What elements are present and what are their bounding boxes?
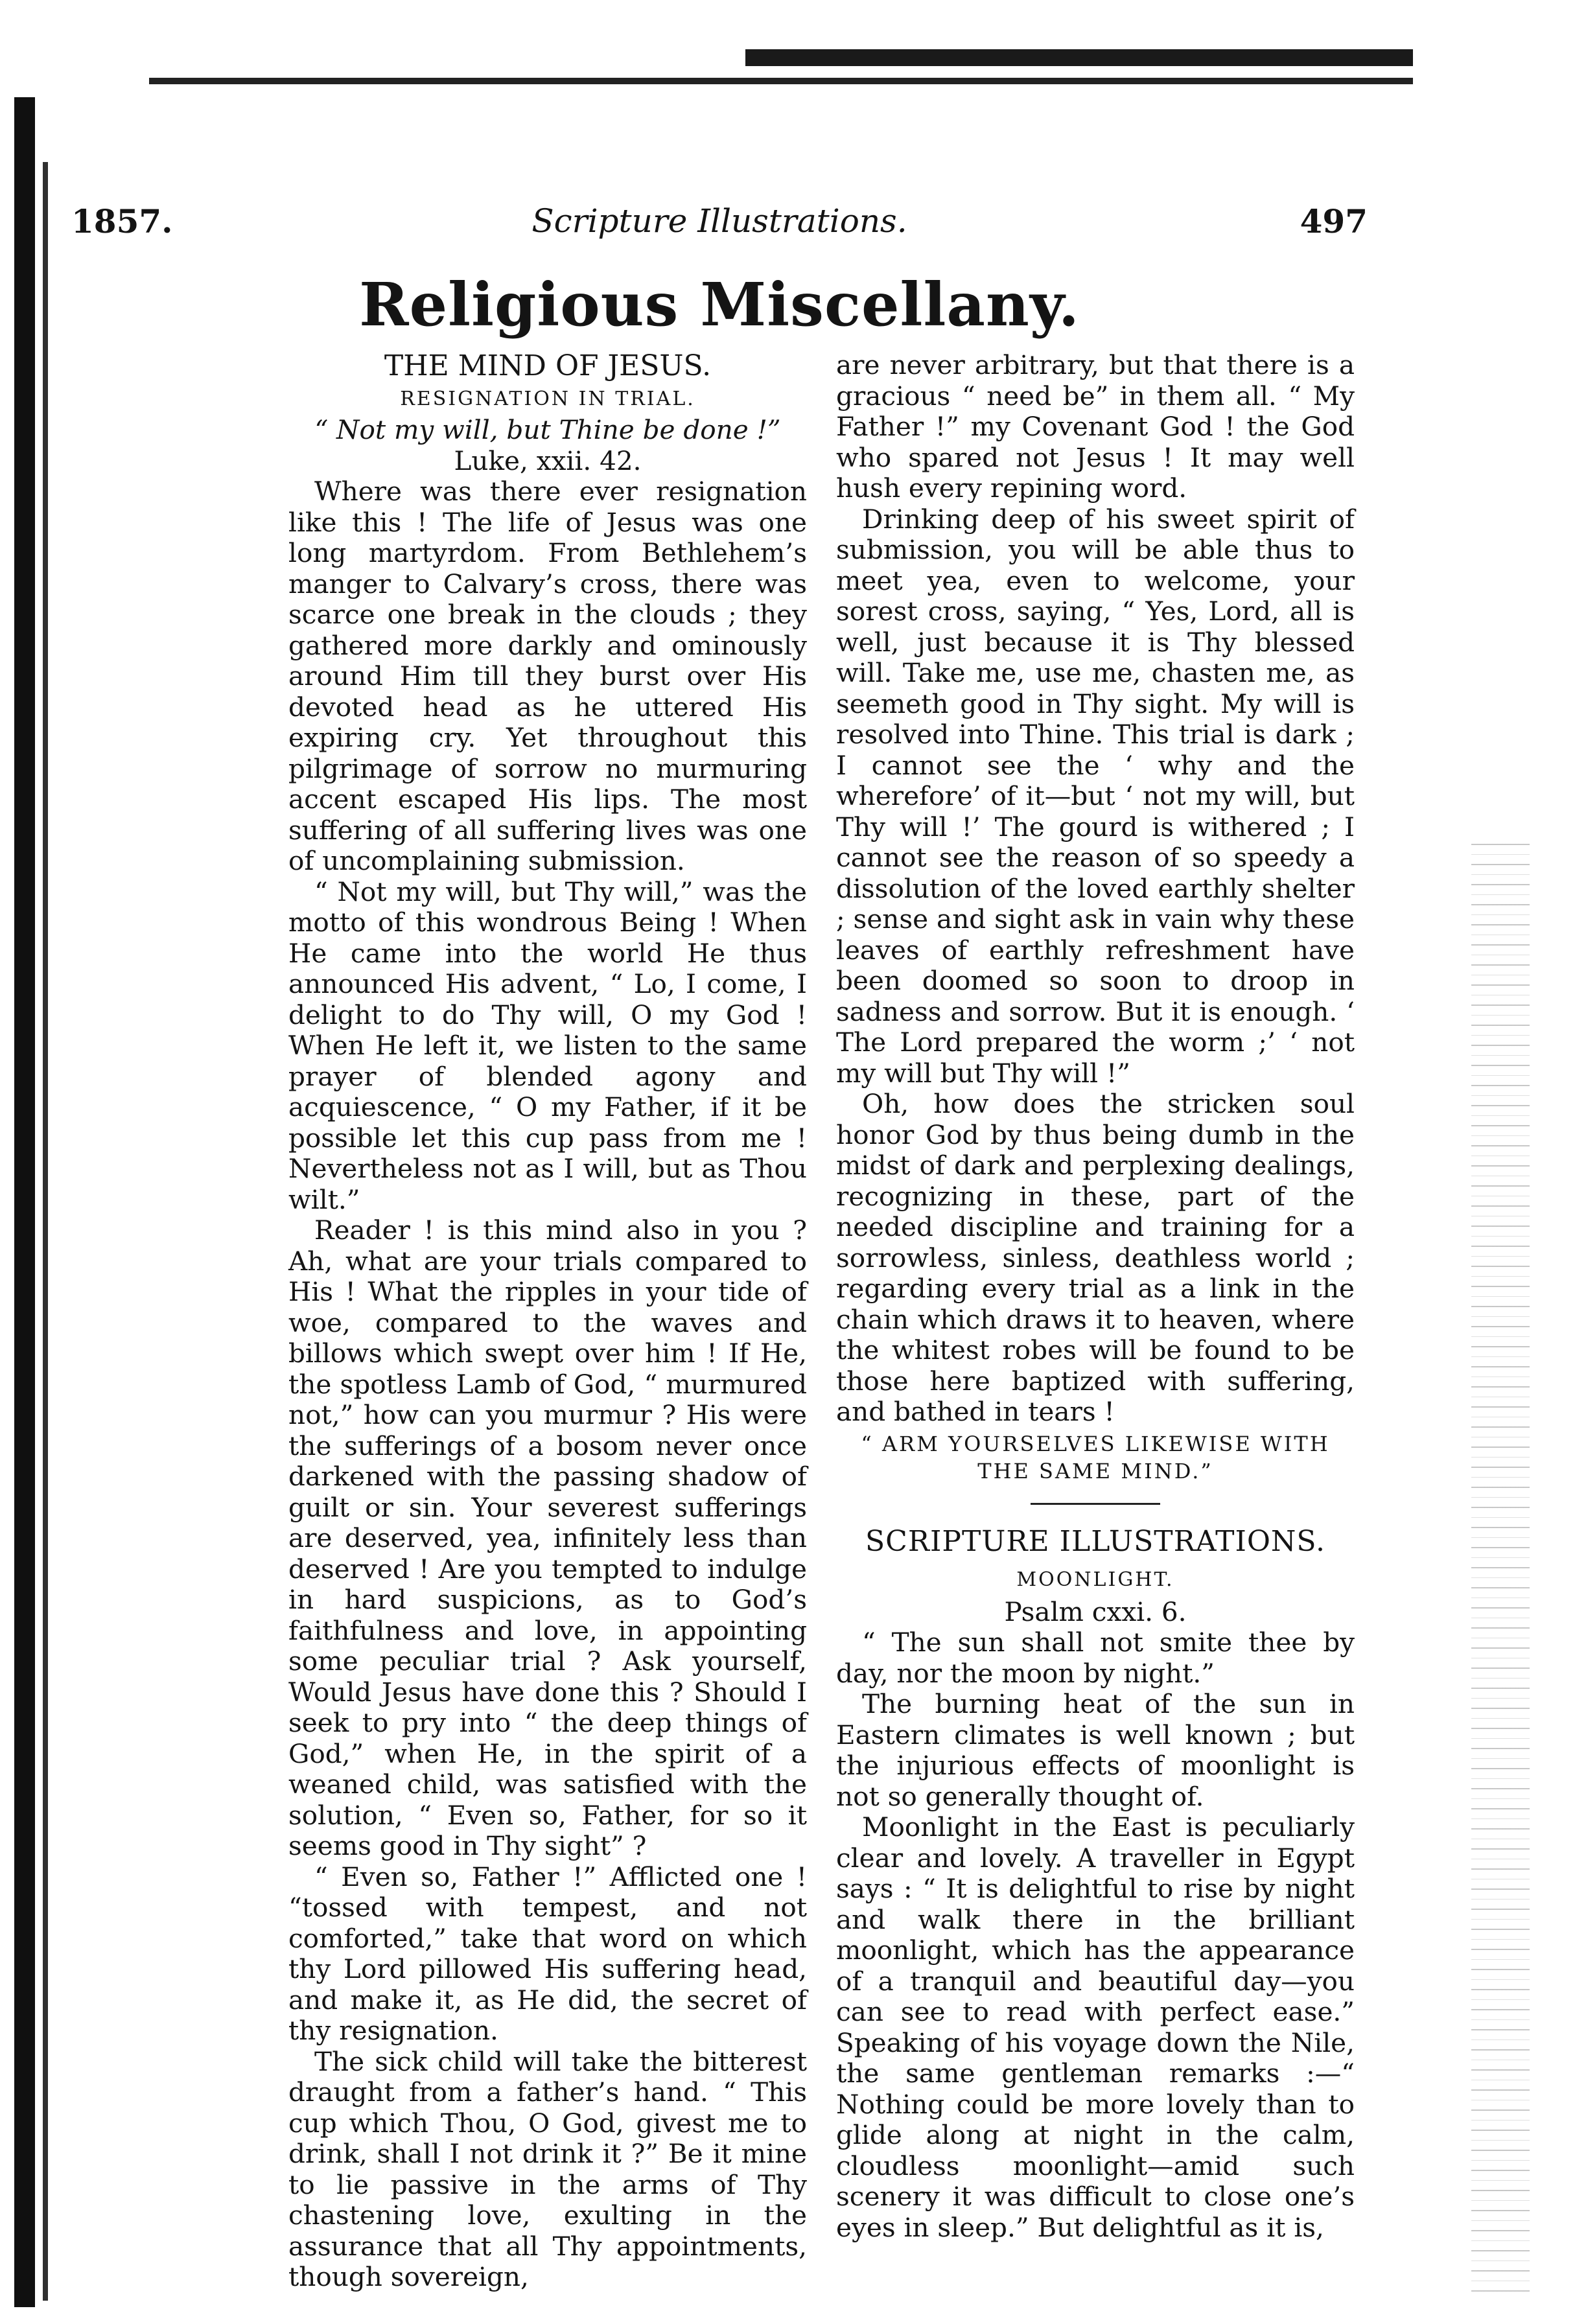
paragraph: Where was there ever resignation like this ! The life of Jesus was one long martyrdom. From Bethlehem’s manger to Calvary’s cross, there was scarce one break in the clouds ; they gathered more darkly and ominously around Him till they burst over His devoted head as he uttered His expiring cry. Yet throughout this pilgrimage of sorrow no murmuring accent escaped His lips. The most suffering of all suffering lives was one of uncomplaining submission. — [288, 476, 807, 876]
paragraph: The sick child will take the bitterest draught from a father’s hand. “ This cup which Thou, O God, givest me to drink, shall I not drink it ?” Be it mine to lie passive in the arms of Thy chastening love, exulting in the assurance that all Thy appointments, though sovereign, — [288, 2045, 807, 2292]
left-column — [288, 350, 807, 2293]
epigraph-citation: Luke, xxii. 42. — [454, 445, 642, 476]
paragraph: Oh, how does the stricken soul honor God by thus being dumb in the midst of dark and perplexing dealings, recognizing in these, part of the needed discipline and training for a sorrowless, sinless, deathless world ; regarding every trial as a link in the chain which draws it to heaven, where the whitest robes will be found to be those here baptized with suffering, and bathed in tears ! — [836, 1088, 1355, 1427]
paragraph: Moonlight in the East is peculiarly clear and lovely. A traveller in Egypt says : “ It is delightful to rise by night and walk there in the brilliant moonlight, which has the appearance of a tranquil and beautiful day—you can see to read with perfect ease.” Speaking of his voyage down the Nile, the same gentleman remarks :—“ Nothing could be more lovely than to glide along at night in the calm, cloudless moonlight—amid such scenery it was difficult to close one’s eyes in sleep.” But delightful as it is, — [836, 1811, 1355, 2243]
header-year: 1857. — [71, 202, 173, 240]
paragraph: Drinking deep of his sweet spirit of submission, you will be able thus to meet yea, even to welcome, your sorest cross, saying, “ Yes, Lord, all is well, just because it is Thy blessed will. Take me, use me, chasten me, as seemeth good in Thy sight. My will is resolved into Thine. This trial is dark ; I cannot see the ‘ why and the wherefore’ of it—but ‘ not my will, but Thy will !’ The gourd is withered ; I cannot see the reason of so speedy a dissolution of the loved earthly shelter ; sense and sight ask in vain why these leaves of earthly refreshment have been doomed so soon to droop in sadness and sorrow. But it is enough. ‘ The Lord prepared the worm ;’ ‘ not my will but Thy will !” — [836, 503, 1355, 1089]
article-subheading: RESIGNATION IN TRIAL. — [400, 388, 695, 410]
closing-quote: “ ARM YOURSELVES LIKEWISE WITH THE SAME MIND.” — [861, 1431, 1330, 1483]
right-margin-speckle — [1471, 842, 1530, 2301]
page-edge-inner-shadow — [43, 162, 48, 2301]
paragraph: “ Not my will, but Thy will,” was the motto of this wondrous Being ! When He came into the world He thus announced His advent, “ Lo, I come, I delight to do Thy will, O my God ! When He left it, we listen to the same prayer of blended agony and acquiescence, “ O my Father, if it be possible let this cup pass from me ! Nevertheless not as I will, but as Thou wilt.” — [288, 876, 807, 1215]
section-heading: SCRIPTURE ILLUSTRATIONS. — [865, 1524, 1325, 1558]
psalm-reference: Psalm cxxi. 6. — [1004, 1596, 1187, 1627]
paragraph: “ The sun shall not smite thee by day, nor the moon by night.” — [836, 1627, 1355, 1689]
right-column — [836, 350, 1355, 2243]
paragraph: The burning heat of the sun in Eastern climates is well known ; but the injurious effects of moonlight is not so generally thought of. — [836, 1688, 1355, 1812]
epigraph: “ Not my will, but Thine be done !” — [314, 414, 781, 445]
header-page-number: 497 — [1300, 202, 1368, 240]
continued-paragraph: are never arbitrary, but that there is a gracious “ need be” in them all. “ My Father !” my Covenant God ! the God who spared not Jesus ! It may well hush every repining word. — [836, 349, 1355, 504]
section-divider — [1031, 1503, 1160, 1505]
article-heading: THE MIND OF JESUS. — [384, 349, 712, 382]
paragraph: Reader ! is this mind also in you ? Ah, what are your trials compared to His ! What the ripples in your tide of woe, compared to the waves and billows which swept over him ! If He, the spotless Lamb of God, “ murmured not,” how can you murmur ? His were the sufferings of a bosom never once darkened with the passing shadow of guilt or sin. Your severest sufferings are deserved, yea, infinitely less than deserved ! Are you tempted to indulge in hard suspicions, as to God’s faithfulness and love, in appointing some peculiar trial ? Ask yourself, Would Jesus have done this ? Should I seek to pry into “ the deep things of God,” when He, in the spirit of a weaned child, was satisfied with the solution, “ Even so, Father, for so it seems good in Thy sight” ? — [288, 1214, 807, 1861]
page-edge-shadow — [14, 97, 35, 2307]
top-rule — [149, 78, 1413, 84]
section-title: Religious Miscellany. — [359, 270, 1080, 340]
top-torn-edge — [745, 49, 1413, 66]
paragraph: “ Even so, Father !” Afflicted one ! “tossed with tempest, and not comforted,” take that word on which thy Lord pillowed His suffering head, and make it, as He did, the secret of thy resignation. — [288, 1861, 807, 2046]
section-subheading: MOONLIGHT. — [1016, 1568, 1174, 1591]
running-head — [71, 202, 1368, 248]
header-running-title: Scripture Illustrations. — [531, 202, 907, 240]
